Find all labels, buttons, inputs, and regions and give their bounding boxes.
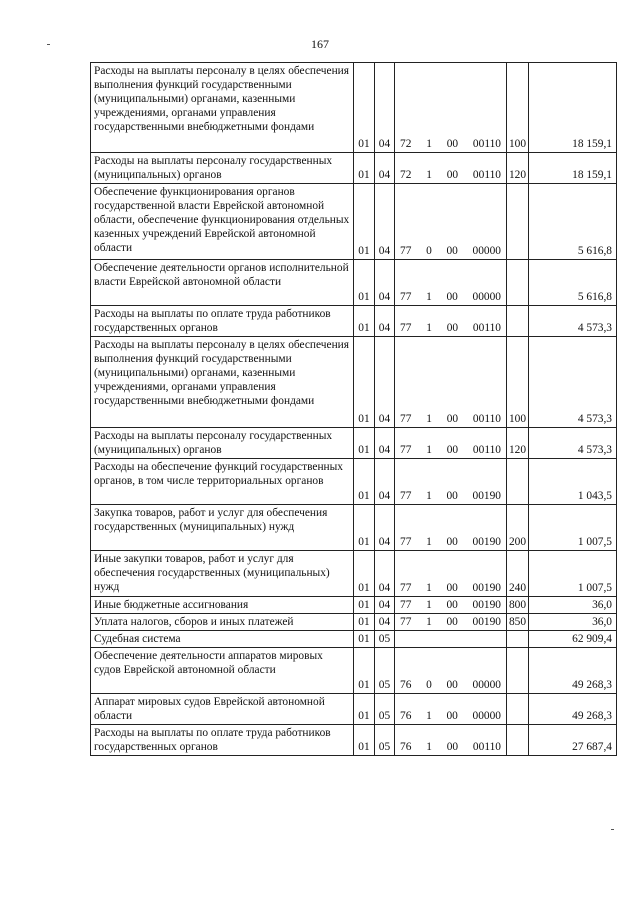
row-name-cell: Расходы на выплаты персоналу в целях обеспечения выполнения функций государственными (муниципальными) органами, казенными учреждениями, органами управления государственными внебюджетными фондами [91, 337, 354, 428]
section-code-cell: 01 [354, 614, 375, 631]
table-row [91, 428, 617, 459]
target-article-sub: 1 [426, 169, 432, 181]
table-row [91, 614, 617, 631]
target-article-code [398, 412, 503, 426]
target-article-code [398, 489, 503, 503]
subsection-code-cell: 04 [375, 428, 395, 459]
expense-type-cell: 240 [507, 551, 529, 597]
target-article-cell [395, 459, 507, 505]
amount-cell: 36,0 [529, 597, 617, 614]
table-row [91, 648, 617, 694]
expense-type-cell: 120 [507, 428, 529, 459]
amount-cell: 49 268,3 [529, 648, 617, 694]
target-article-direction: 00110 [472, 169, 501, 181]
section-code-cell: 01 [354, 428, 375, 459]
budget-table-container [90, 62, 617, 756]
subsection-code-cell: 04 [375, 153, 395, 184]
target-article-cell [395, 648, 507, 694]
target-article-sub: 1 [426, 291, 432, 303]
target-article-sub: 1 [426, 616, 432, 628]
target-article-code [398, 443, 503, 457]
section-code-cell: 01 [354, 631, 375, 648]
amount-cell: 1 007,5 [529, 505, 617, 551]
target-article-program: 77 [400, 413, 412, 425]
target-article-direction: 00110 [472, 322, 501, 334]
table-row [91, 597, 617, 614]
scan-mark [611, 829, 614, 830]
subsection-code-cell: 05 [375, 694, 395, 725]
target-article-cell [395, 694, 507, 725]
table-row [91, 63, 617, 153]
row-name-cell: Уплата налогов, сборов и иных платежей [91, 614, 354, 631]
row-name-cell: Аппарат мировых судов Еврейской автономной области [91, 694, 354, 725]
expense-type-cell [507, 306, 529, 337]
target-article-code [398, 290, 503, 304]
target-article-program: 77 [400, 245, 412, 257]
target-article-program: 77 [400, 616, 412, 628]
section-code-cell: 01 [354, 260, 375, 306]
subsection-code-cell: 04 [375, 63, 395, 153]
target-article-code [398, 598, 503, 612]
row-name-cell: Расходы на выплаты по оплате труда работников государственных органов [91, 725, 354, 756]
subsection-code-cell: 04 [375, 597, 395, 614]
target-article-direction: 00190 [472, 582, 501, 594]
target-article-group: 00 [446, 169, 459, 181]
target-article-cell [395, 63, 507, 153]
amount-cell: 4 573,3 [529, 337, 617, 428]
target-article-group: 00 [446, 413, 459, 425]
expense-type-cell: 100 [507, 63, 529, 153]
target-article-program: 77 [400, 444, 412, 456]
target-article-direction: 00110 [472, 138, 501, 150]
target-article-direction: 00000 [472, 245, 501, 257]
target-article-cell [395, 597, 507, 614]
target-article-program: 77 [400, 582, 412, 594]
target-article-group: 00 [446, 582, 458, 594]
amount-cell: 5 616,8 [529, 260, 617, 306]
section-code-cell: 01 [354, 184, 375, 260]
target-article-program: 77 [400, 490, 412, 502]
expense-type-cell: 200 [507, 505, 529, 551]
target-article-direction: 00190 [472, 490, 501, 502]
section-code-cell: 01 [354, 153, 375, 184]
target-article-program: 77 [400, 322, 412, 334]
target-article-cell [395, 725, 507, 756]
target-article-cell [395, 337, 507, 428]
target-article-sub: 1 [426, 582, 432, 594]
target-article-program: 76 [400, 710, 412, 722]
target-article-program: 77 [400, 291, 412, 303]
target-article-direction: 00190 [472, 536, 501, 548]
row-name-cell: Расходы на обеспечение функций государственных органов, в том числе территориальных органов [91, 459, 354, 505]
row-name-cell: Иные закупки товаров, работ и услуг для обеспечения государственных (муниципальных) нужд [91, 551, 354, 597]
amount-cell: 62 909,4 [529, 631, 617, 648]
section-code-cell: 01 [354, 505, 375, 551]
target-article-sub: 1 [426, 490, 432, 502]
target-article-group: 00 [446, 710, 458, 722]
target-article-group: 00 [446, 444, 459, 456]
subsection-code-cell: 05 [375, 648, 395, 694]
row-name-cell: Закупка товаров, работ и услуг для обеспечения государственных (муниципальных) нужд [91, 505, 354, 551]
target-article-code [398, 740, 503, 754]
section-code-cell: 01 [354, 459, 375, 505]
row-name-cell: Обеспечение деятельности органов исполнительной власти Еврейской автономной области [91, 260, 354, 306]
target-article-cell [395, 505, 507, 551]
target-article-sub: 0 [426, 245, 432, 257]
subsection-code-cell: 05 [375, 631, 395, 648]
row-name-cell: Расходы на выплаты персоналу государственных (муниципальных) органов [91, 153, 354, 184]
target-article-program: 77 [400, 536, 412, 548]
row-name-cell: Судебная система [91, 631, 354, 648]
scan-mark [47, 44, 50, 45]
target-article-cell [395, 614, 507, 631]
target-article-code [398, 244, 503, 258]
subsection-code-cell: 04 [375, 306, 395, 337]
subsection-code-cell: 04 [375, 614, 395, 631]
section-code-cell: 01 [354, 63, 375, 153]
row-name-cell: Расходы на выплаты персоналу государственных (муниципальных) органов [91, 428, 354, 459]
target-article-sub: 1 [426, 413, 432, 425]
table-row [91, 306, 617, 337]
target-article-group: 00 [446, 138, 459, 150]
section-code-cell: 01 [354, 648, 375, 694]
target-article-group: 00 [446, 490, 458, 502]
target-article-code [398, 581, 503, 595]
amount-cell: 4 573,3 [529, 428, 617, 459]
subsection-code-cell: 04 [375, 337, 395, 428]
target-article-sub: 1 [426, 322, 432, 334]
amount-cell: 1 007,5 [529, 551, 617, 597]
target-article-group: 00 [446, 245, 458, 257]
section-code-cell: 01 [354, 694, 375, 725]
expense-type-cell: 800 [507, 597, 529, 614]
target-article-program: 72 [400, 138, 412, 150]
target-article-sub: 0 [426, 679, 432, 691]
target-article-program: 76 [400, 741, 412, 753]
target-article-code [398, 535, 503, 549]
target-article-direction: 00110 [472, 413, 501, 425]
subsection-code-cell: 05 [375, 725, 395, 756]
table-row [91, 725, 617, 756]
section-code-cell: 01 [354, 337, 375, 428]
subsection-code-cell: 04 [375, 459, 395, 505]
expense-type-cell [507, 631, 529, 648]
row-name-cell: Обеспечение функционирования органов государственной власти Еврейской автономной области, обеспечение функционирования отдельных казенных учреждений Еврейской автономной области [91, 184, 354, 260]
target-article-direction: 00000 [472, 710, 501, 722]
target-article-program: 77 [400, 599, 412, 611]
amount-cell: 36,0 [529, 614, 617, 631]
target-article-sub: 1 [426, 599, 432, 611]
target-article-cell [395, 260, 507, 306]
expense-type-cell: 850 [507, 614, 529, 631]
table-row [91, 459, 617, 505]
amount-cell: 18 159,1 [529, 63, 617, 153]
target-article-group: 00 [446, 741, 459, 753]
row-name-cell: Расходы на выплаты по оплате труда работников государственных органов [91, 306, 354, 337]
table-row [91, 337, 617, 428]
target-article-code [398, 615, 503, 629]
target-article-direction: 00000 [472, 679, 501, 691]
table-row [91, 694, 617, 725]
subsection-code-cell: 04 [375, 260, 395, 306]
section-code-cell: 01 [354, 551, 375, 597]
section-code-cell: 01 [354, 725, 375, 756]
amount-cell: 4 573,3 [529, 306, 617, 337]
target-article-sub: 1 [426, 710, 432, 722]
expense-type-cell [507, 184, 529, 260]
amount-cell: 49 268,3 [529, 694, 617, 725]
row-name-cell: Обеспечение деятельности аппаратов мировых судов Еврейской автономной области [91, 648, 354, 694]
target-article-sub: 1 [426, 138, 432, 150]
target-article-code [398, 168, 503, 182]
target-article-direction: 00110 [472, 741, 501, 753]
row-name-cell: Иные бюджетные ассигнования [91, 597, 354, 614]
target-article-cell [395, 306, 507, 337]
target-article-program: 76 [400, 679, 412, 691]
section-code-cell: 01 [354, 597, 375, 614]
expense-type-cell: 120 [507, 153, 529, 184]
target-article-group: 00 [446, 291, 458, 303]
table-row [91, 153, 617, 184]
target-article-code [398, 709, 503, 723]
target-article-sub: 1 [426, 536, 432, 548]
table-row [91, 631, 617, 648]
target-article-group: 00 [446, 322, 459, 334]
target-article-group: 00 [446, 536, 458, 548]
amount-cell: 5 616,8 [529, 184, 617, 260]
subsection-code-cell: 04 [375, 551, 395, 597]
target-article-group: 00 [446, 599, 458, 611]
expense-type-cell: 100 [507, 337, 529, 428]
target-article-cell [395, 184, 507, 260]
target-article-group: 00 [446, 616, 458, 628]
target-article-direction: 00000 [472, 291, 501, 303]
subsection-code-cell: 04 [375, 184, 395, 260]
target-article-direction: 00190 [472, 616, 501, 628]
section-code-cell: 01 [354, 306, 375, 337]
page-number: 167 [311, 37, 329, 51]
table-row [91, 184, 617, 260]
row-name-cell: Расходы на выплаты персоналу в целях обеспечения выполнения функций государственными (муниципальными) органами, казенными учреждениями, органами управления государственными внебюджетными фондами [91, 63, 354, 153]
budget-table [90, 62, 617, 756]
amount-cell: 1 043,5 [529, 459, 617, 505]
target-article-cell [395, 631, 507, 648]
target-article-group: 00 [446, 679, 458, 691]
expense-type-cell [507, 725, 529, 756]
target-article-cell [395, 551, 507, 597]
target-article-direction: 00110 [472, 444, 501, 456]
target-article-code [398, 321, 503, 335]
expense-type-cell [507, 694, 529, 725]
target-article-program: 72 [400, 169, 412, 181]
expense-type-cell [507, 260, 529, 306]
target-article-code [398, 137, 503, 151]
target-article-direction: 00190 [472, 599, 501, 611]
table-row [91, 505, 617, 551]
table-row [91, 260, 617, 306]
target-article-cell [395, 428, 507, 459]
target-article-cell [395, 153, 507, 184]
target-article-sub: 1 [426, 741, 432, 753]
amount-cell: 27 687,4 [529, 725, 617, 756]
subsection-code-cell: 04 [375, 505, 395, 551]
expense-type-cell [507, 648, 529, 694]
amount-cell: 18 159,1 [529, 153, 617, 184]
target-article-sub: 1 [426, 444, 432, 456]
table-row [91, 551, 617, 597]
target-article-code [398, 678, 503, 692]
expense-type-cell [507, 459, 529, 505]
